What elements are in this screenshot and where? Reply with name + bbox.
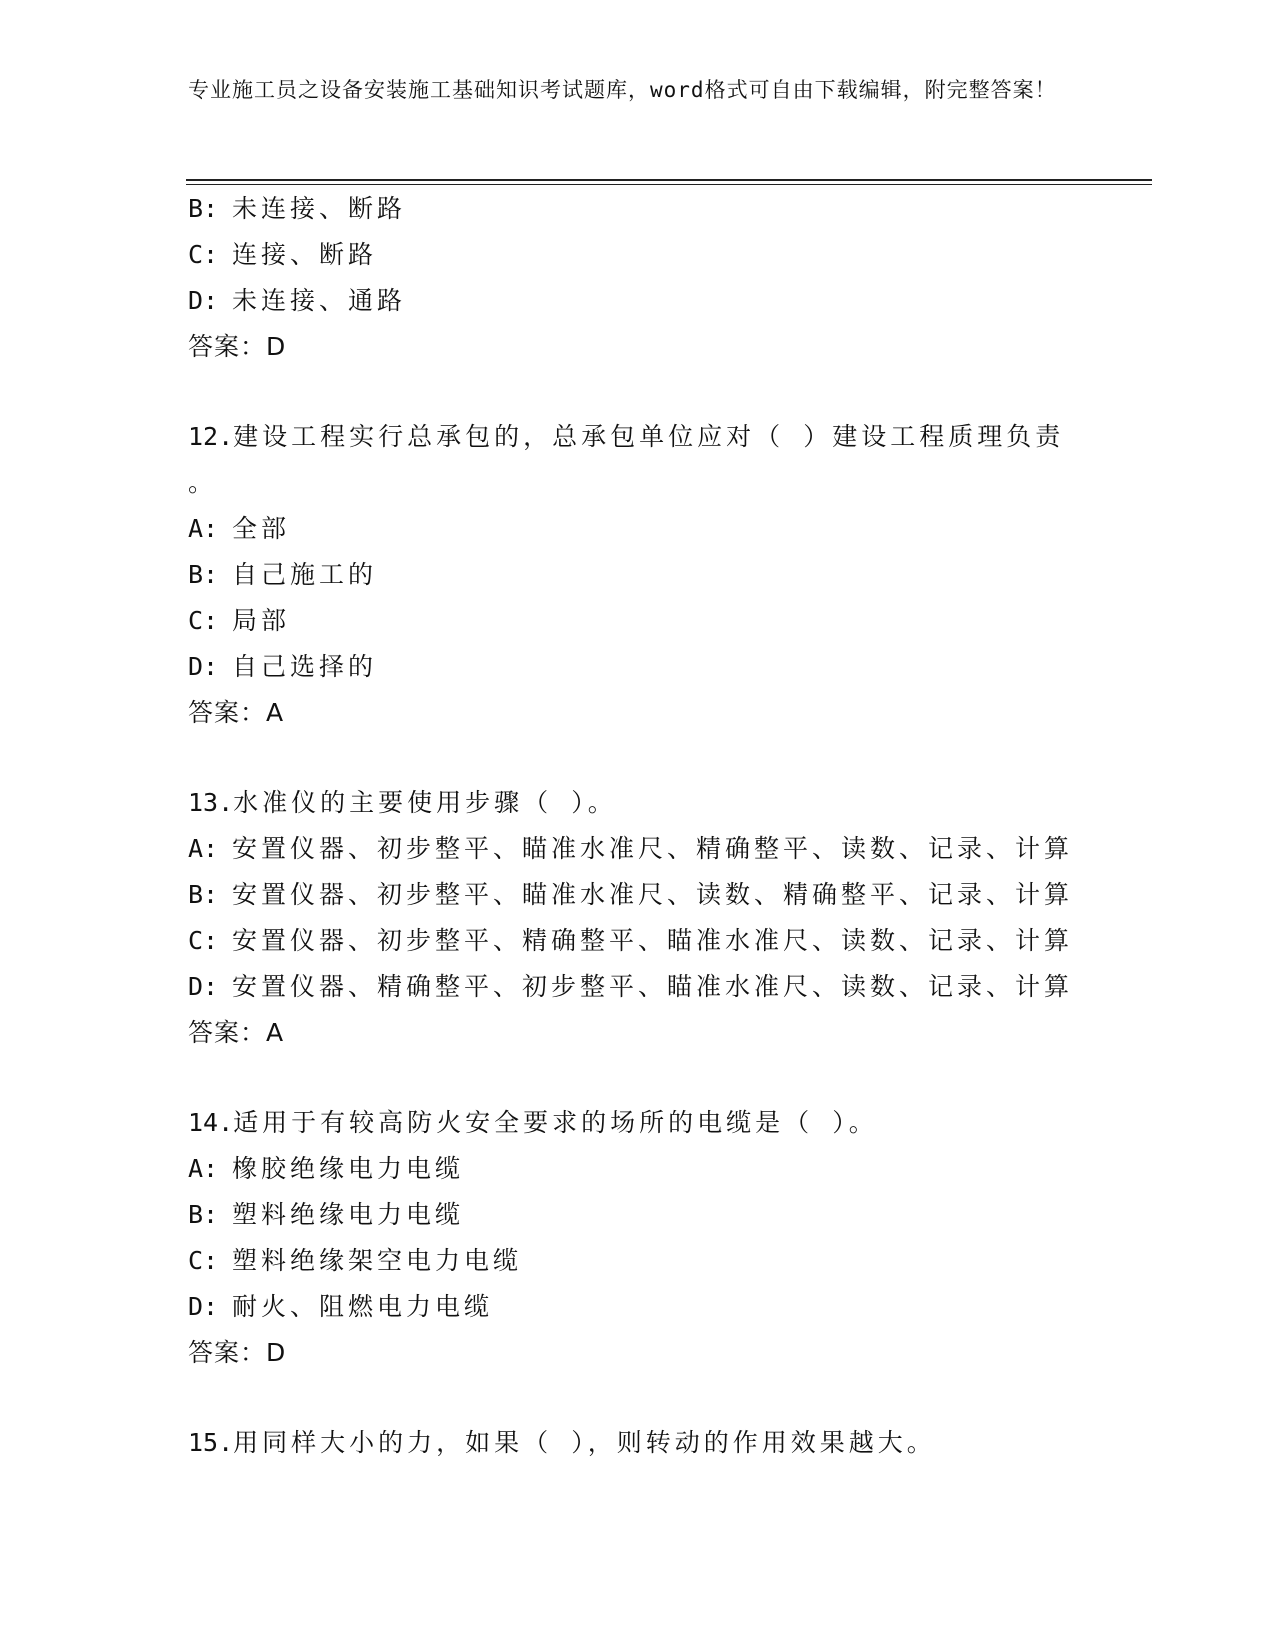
question-13: [188, 780, 1148, 1056]
option-label: D:: [188, 286, 219, 315]
option-label: B:: [188, 560, 219, 589]
option-label: C:: [188, 240, 219, 269]
header-divider: [186, 179, 1152, 181]
option-label: B:: [188, 1200, 219, 1229]
question-text: 建设工程实行总承包的，总承包单位应对（ ）建设工程质理负责: [233, 422, 1065, 451]
question-content: [188, 186, 1148, 1466]
question-number: 13.: [188, 788, 234, 817]
question-stem: [188, 780, 1148, 826]
option-a: [188, 1146, 1148, 1192]
option-text: 塑料绝缘架空电力电缆: [232, 1246, 523, 1275]
option-label: D:: [188, 972, 219, 1001]
question-text: 适用于有较高防火安全要求的场所的电缆是（ ）。: [233, 1108, 878, 1137]
option-text: 全部: [232, 514, 291, 543]
question-14: [188, 1100, 1148, 1376]
option-label: D:: [188, 1292, 219, 1321]
question-stem: [188, 1420, 1148, 1466]
option-text: 塑料绝缘电力电缆: [232, 1200, 465, 1229]
option-c: [188, 598, 1148, 644]
option-text: 连接、断路: [232, 240, 378, 269]
option-text: 自己施工的: [232, 560, 378, 589]
answer: 答案：D: [188, 332, 287, 361]
answer: 答案：D: [188, 1338, 287, 1367]
option-label: B:: [188, 194, 219, 223]
option-d: [188, 1284, 1148, 1330]
question-stem: [188, 414, 1148, 460]
option-label: B:: [188, 880, 219, 909]
question-number: 14.: [188, 1108, 234, 1137]
question-12: [188, 414, 1148, 736]
question-continuation: 。: [188, 468, 218, 497]
option-b: [188, 1192, 1148, 1238]
answer: 答案：A: [188, 698, 285, 727]
question-text: 用同样大小的力，如果（ ），则转动的作用效果越大。: [233, 1428, 936, 1457]
option-label: A:: [188, 1154, 219, 1183]
option-c: [188, 232, 1148, 278]
option-b: [188, 186, 1148, 232]
option-text: 耐火、阻燃电力电缆: [232, 1292, 494, 1321]
option-text: 安置仪器、初步整平、精确整平、瞄准水准尺、读数、记录、计算: [232, 926, 1074, 955]
question-15: [188, 1420, 1148, 1466]
option-text: 安置仪器、精确整平、初步整平、瞄准水准尺、读数、记录、计算: [232, 972, 1074, 1001]
option-label: D:: [188, 652, 219, 681]
option-text: 安置仪器、初步整平、瞄准水准尺、精确整平、读数、记录、计算: [232, 834, 1074, 863]
question-stem: [188, 1100, 1148, 1146]
option-b: [188, 872, 1148, 918]
option-a: [188, 826, 1148, 872]
option-d: [188, 644, 1148, 690]
option-label: A:: [188, 834, 219, 863]
option-b: [188, 552, 1148, 598]
option-label: C:: [188, 926, 219, 955]
option-d: [188, 278, 1148, 324]
option-text: 自己选择的: [232, 652, 378, 681]
option-label: C:: [188, 606, 219, 635]
option-text: 安置仪器、初步整平、瞄准水准尺、读数、精确整平、记录、计算: [232, 880, 1074, 909]
option-label: A:: [188, 514, 219, 543]
option-label: C:: [188, 1246, 219, 1275]
header-divider-thin: [186, 184, 1152, 185]
option-text: 局部: [232, 606, 291, 635]
option-text: 未连接、通路: [232, 286, 407, 315]
option-text: 未连接、断路: [232, 194, 407, 223]
question-text: 水准仪的主要使用步骤（ ）。: [233, 788, 617, 817]
option-a: [188, 506, 1148, 552]
option-d: [188, 964, 1148, 1010]
page-header: 专业施工员之设备安装施工基础知识考试题库，word格式可自由下载编辑，附完整答案！: [188, 78, 1057, 102]
option-c: [188, 918, 1148, 964]
question-number: 12.: [188, 422, 234, 451]
option-c: [188, 1238, 1148, 1284]
question-number: 15.: [188, 1428, 234, 1457]
option-text: 橡胶绝缘电力电缆: [232, 1154, 465, 1183]
answer: 答案：A: [188, 1018, 285, 1047]
